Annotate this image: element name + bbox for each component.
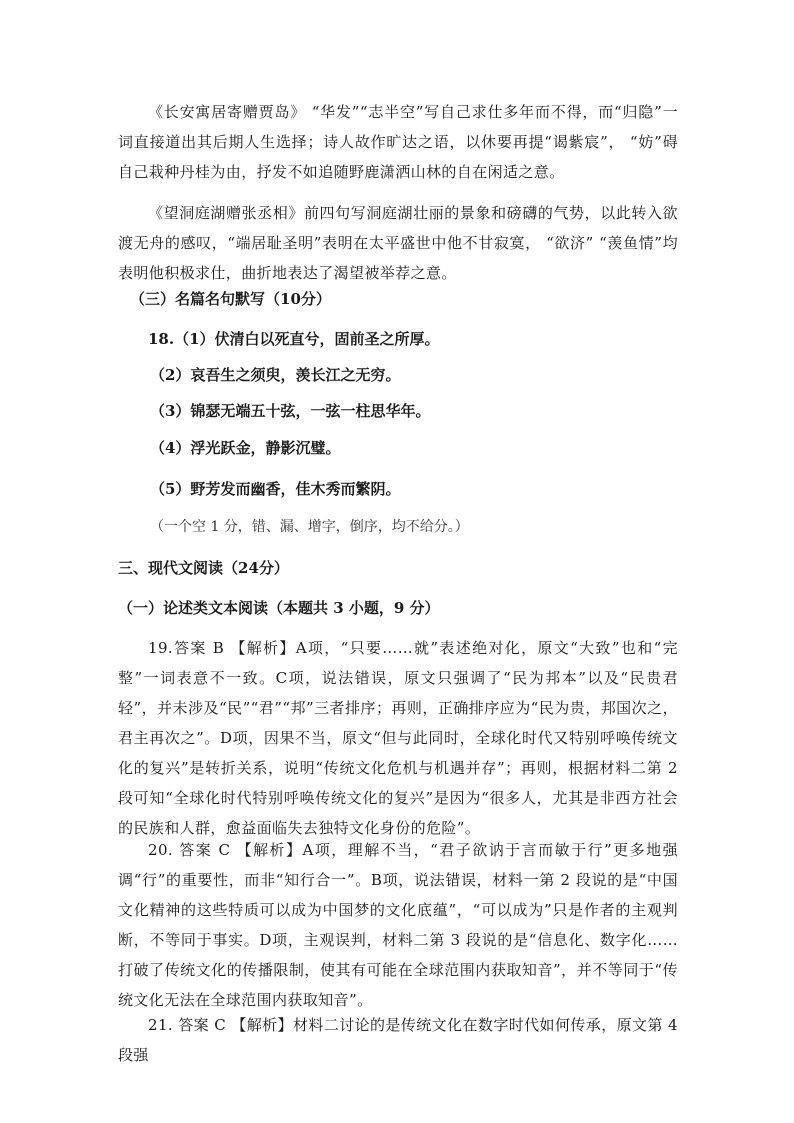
paragraph-dongting-poem: 《望洞庭湖赠张丞相》前四句写洞庭湖壮丽的景象和磅礴的气势，以此转入欲渡无舟的感叹，“端居耻圣明”表明在太平盛世中他不甘寂寞， “欲济” “羡鱼情”均表明他积极求仕，曲折地表达了渴望被举荐之意。 [118,204,678,282]
answer-18-3: （3）锦瑟无端五十弦，一弦一柱思华年。 [150,402,431,420]
answer-18-2: （2）哀吾生之须臾，羡长江之无穷。 [150,366,401,384]
answer-19-explanation: 19.答案 B 【解析】A项，“只要……就”表述绝对化，原文“大致”也和“完整”一词表意不一致。C项，说法错误，原文只强调了“民为邦本”以及“民贵君轻”，并未涉及“民”“君”“邦”三者排序；再则，正确排序应为“民为贵，邦国次之，君主再次之”。D项，因果不当，原文“但与此同时，全球化时代又特别呼唤传统文化的复兴”是转折关系，说明“传统文化危机与机遇并存”；再则，根据材料二第 2 段可知“全球化时代特别呼唤传统文化的复兴”是因为“很多人，尤其是非西方社会的民族和人群，愈益面临失去独特文化身份的危险”。 [118,639,678,837]
answer-18-4: （4）浮光跃金，静影沉璧。 [150,439,341,457]
sub-heading-argumentative: （一）论述类文本阅读（本题共 3 小题，9 分） [118,599,440,617]
section-heading-famous-lines: （三）名篇名句默写（10分） [130,290,331,308]
answer-18-5: （5）野芳发而幽香，佳木秀而繁阴。 [150,480,401,498]
answer-20-explanation: 20. 答案 C 【解析】A项，理解不当，“君子欲讷于言而敏于行”更多地强调“行”的重要性，而非“知行合一”。B项，说法错误，材料一第 2 段说的是“中国文化精神的这些特质可以成为中国梦的文化底蕴”，“可以成为”只是作者的主观判断，不等同于事实。D项，主观误判，材料二第 3 段说的是“信息化、数字化……打破了传统文化的传播限制，使其有可能在全球范围内获取知音”，并不等同于“传统文化无法在全球范围内获取知音”。 [118,841,678,1009]
answer-18-1: 18.（1）伏清白以死直兮，固前圣之所厚。 [148,330,440,348]
paragraph-changan-poem: 《长安寓居寄赠贾岛》 “华发”“志半空”写自己求仕多年而不得，而“归隐”一词直接道出其后期人生选择；诗人故作旷达之语，以休要再提“谒紫宸”， “妨”碍自己栽种丹桂为由，抒发不如追随野鹿潇洒山林的自在闲适之意。 [118,103,678,181]
scoring-note: （一个空 1 分，错、漏、增字，倒序，均不给分。） [150,519,469,535]
answer-21-explanation: 21. 答案 C 【解析】材料二讨论的是传统文化在数字时代如何传承，原文第 4 段强 [118,1016,678,1064]
part-heading-modern-reading: 三、现代文阅读（24分） [118,559,289,577]
